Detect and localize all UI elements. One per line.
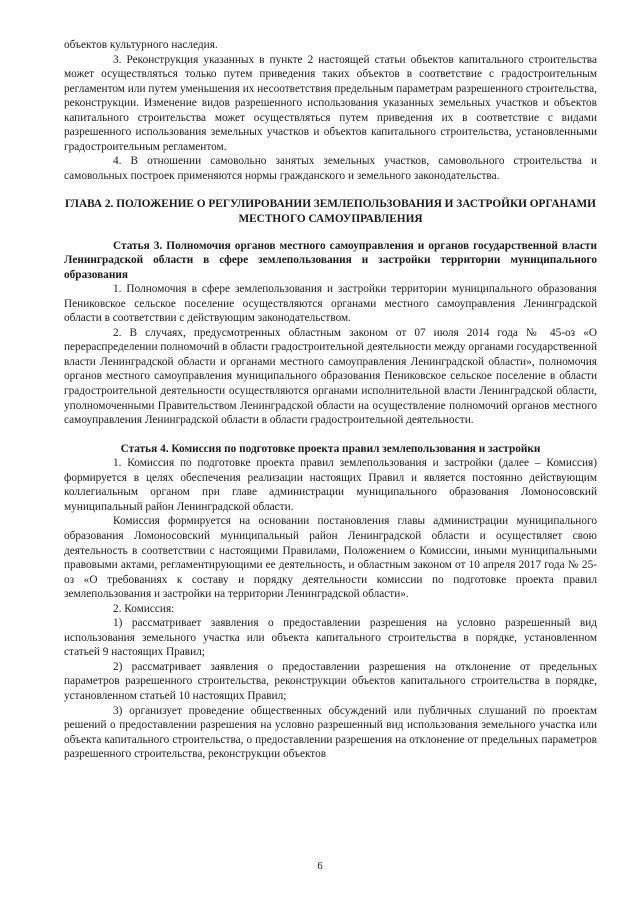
article-3-paragraph-2: 2. В случаях, предусмотренных областным законом от 07 июля 2014 года № 45-оз «О перераспределении полномочий в области градостроительной деятельности между органами государственной власти Ленинградской области и органами местного самоуправления Ленинградской области», полномочия органов местного самоуправления муниципального образования Пениковское сельское поселение в области градостроительной деятельности осуществляются органами исполнительной власти Ленинградской области, уполномоченными Правительством Ленинградской области на осуществление полномочий органов местного самоуправления Ленинградской области в области градостроительной деятельности.	[64, 326, 597, 427]
spacer	[64, 183, 597, 197]
article-4-paragraph-1: 1. Комиссия по подготовке проекта правил землепользования и застройки (далее – Комиссия) формируется в целях обеспечения реализации настоящих Правил и является постоянно действующим коллегиальным органом при главе администрации муниципального образования Ломоносовский муниципальный район Ленинградской области.	[64, 457, 597, 513]
page-number: 6	[317, 861, 323, 872]
spacer	[64, 227, 597, 239]
article-4-item-2: 2) рассматривает заявления о предоставлении разрешения на отклонение от предельных параметров разрешенного строительства, реконструкции объектов капитального строительства в порядке, установленном статьей 10 настоящих Правил;	[64, 660, 597, 702]
article-4-item-3: 3) организует проведение общественных обсуждений или публичных слушаний по проектам решений о предоставлении разрешения на условно разрешенный вид использования земельного участка или объекта капитального строительства, о предоставлении разрешения на отклонение от предельных параметров разрешенного строительства, реконструкции объектов	[64, 704, 597, 761]
chapter-title: ГЛАВА 2. ПОЛОЖЕНИЕ О РЕГУЛИРОВАНИИ ЗЕМЛЕПОЛЬЗОВАНИЯ И ЗАСТРОЙКИ ОРГАНАМИ МЕСТНОГО САМОУПРАВЛЕНИЯ	[65, 198, 596, 226]
article-4-item-1: 1) рассматривает заявления о предоставлении разрешения на условно разрешенный вид использования земельного участка или объекта капитального строительства в порядке, установленном статьей 9 настоящих Правил;	[64, 617, 597, 659]
article-3-paragraph-1: 1. Полномочия в сфере землепользования и застройки территории муниципального образования Пениковское сельское поселение осуществляются органами местного самоуправления Ленинградской области в соответствии с действующим законодательством.	[64, 283, 597, 325]
paragraph-item-3: 3. Реконструкция указанных в пункте 2 настоящей статьи объектов капитального строительства может осуществляться только путем приведения таких объектов в соответствие с градостроительным регламентом или путем уменьшения их несоответствия предельным параметрам разрешенного строительства, реконструкции. Изменение видов разрешенного использования указанных земельных участков и объектов капитального строительства может осуществляться путем приведения их в соответствие с видами разрешенного использования земельных участков и объектов капитального строительства, установленными градостроительным регламентом.	[64, 53, 597, 153]
document-body	[64, 38, 597, 762]
article-4-paragraph-2: Комиссия формируется на основании постановления главы администрации муниципального образования Ломоносовский муниципальный район Ленинградской области и осуществляет свою деятельность в соответствии с настоящими Правилами, Положением о Комиссии, иными муниципальными правовыми актами, регламентирующими ее деятельность, и областным законом от 10 апреля 2017 года № 25-оз «О требованиях к составу и порядку деятельности комиссии по подготовке проекта правил землепользования и застройки на территории Ленинградской области».	[64, 515, 597, 601]
paragraph-item-4: 4. В отношении самовольно занятых земельных участков, самовольного строительства и самовольных построек применяются нормы гражданского и земельного законодательства.	[64, 155, 597, 182]
article-3-heading: Статья 3. Полномочия органов местного самоуправления и органов государственной власти Ленинградской области в сфере землепользования и застройки территории муниципального образования	[64, 239, 597, 281]
spacer	[64, 428, 597, 442]
paragraph-continuation: объектов культурного наследия.	[64, 39, 218, 51]
article-4-heading: Статья 4. Комиссия по подготовке проекта правил землепользования и застройки	[120, 442, 541, 455]
article-4-paragraph-3: 2. Комиссия:	[113, 602, 175, 615]
